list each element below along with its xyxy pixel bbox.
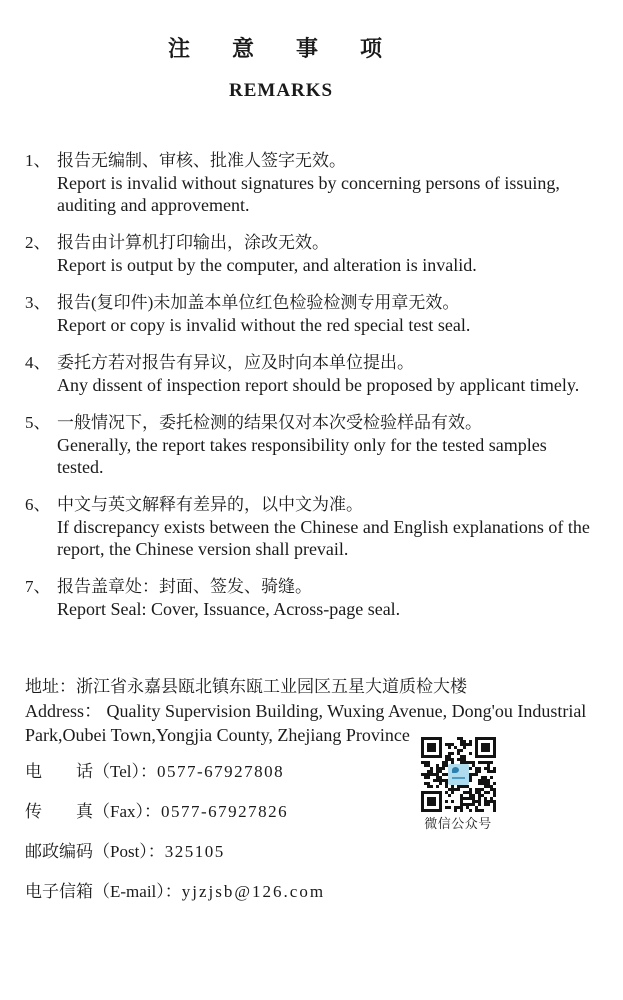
page-title-en: REMARKS [229, 80, 334, 101]
remark-item-3 [25, 292, 595, 336]
contact-tel [25, 762, 623, 782]
remark-zh: 报告(复印件)未加盖本单位红色检验检测专用章无效。 [57, 293, 460, 312]
remark-item-2 [25, 232, 595, 276]
remark-number: 7、 [25, 577, 51, 596]
remarks-list [25, 150, 595, 620]
address-en-line2: Park,Oubei Town,Yongjia County, Zhejiang Province [25, 725, 410, 745]
remark-en: Report Seal: Cover, Issuance, Across-page seal. [57, 599, 401, 619]
remark-en: Any dissent of inspection report should be proposed by applicant timely. [57, 375, 580, 395]
remark-en: Report is output by the computer, and alteration is invalid. [57, 255, 477, 275]
remark-item-4 [25, 352, 595, 396]
contact-email [25, 882, 623, 902]
remark-zh: 委托方若对报告有异议，应及时向本单位提出。 [57, 353, 414, 372]
post-label: 邮政编码（Post）： [25, 842, 165, 861]
remark-zh: 报告盖章处：封面、签发、骑缝。 [57, 577, 312, 596]
qr-finder-top-left [421, 737, 442, 758]
qr-finder-top-right [475, 737, 496, 758]
remark-en: If discrepancy exists between the Chinese and English explanations of the [57, 517, 590, 537]
email-value: yjzjsb@126.com [181, 882, 326, 901]
remark-number: 1、 [25, 151, 51, 170]
remark-item-6 [25, 494, 595, 560]
contact-list [25, 762, 623, 902]
remark-item-7 [25, 576, 595, 620]
wechat-qr-code-icon [421, 737, 496, 812]
remark-item-1 [25, 150, 595, 216]
contact-post [25, 842, 623, 862]
wechat-qr-block [412, 737, 504, 832]
remark-zh: 中文与英文解释有差异的，以中文为准。 [57, 495, 363, 514]
remark-number: 4、 [25, 353, 51, 372]
remark-en: Generally, the report takes responsibility only for the tested samples tested. [57, 435, 547, 477]
page-title-zh: 注意事项 [168, 36, 425, 61]
qr-finder-bottom-left [421, 791, 442, 812]
address-block [25, 675, 595, 747]
post-value: 325105 [164, 842, 225, 861]
remark-en: Report is invalid without signatures by concerning persons of issuing, [57, 173, 560, 193]
address-zh: 地址：浙江省永嘉县瓯北镇东瓯工业园区五星大道质检大楼 [25, 677, 467, 696]
remark-zh: 报告无编制、审核、批准人签字无效。 [57, 151, 346, 170]
remark-number: 6、 [25, 495, 51, 514]
remark-number: 2、 [25, 233, 51, 252]
email-label: 电子信箱（E-mail）： [25, 882, 182, 901]
remark-zh: 一般情况下，委托检测的结果仅对本次受检验样品有效。 [57, 413, 482, 432]
remark-en: auditing and approvement. [57, 195, 250, 215]
remark-number: 3、 [25, 293, 51, 312]
remark-en: Report or copy is invalid without the red special test seal. [57, 315, 471, 335]
address-en-line1: Address： Quality Supervision Building, Wuxing Avenue, Dong'ou Industrial [25, 701, 587, 721]
contact-fax [25, 802, 623, 822]
remark-en: report, the Chinese version shall prevail. [57, 539, 349, 559]
fax-label: 传 真（Fax）： [25, 802, 161, 821]
wechat-qr-caption: 微信公众号 [424, 816, 492, 831]
tel-label: 电 话（Tel）： [25, 762, 157, 781]
tel-value: 0577-67927808 [156, 762, 285, 781]
fax-value: 0577-67927826 [161, 802, 289, 821]
remark-number: 5、 [25, 413, 51, 432]
remark-zh: 报告由计算机打印输出，涂改无效。 [57, 233, 329, 252]
remark-item-5 [25, 412, 595, 478]
qr-center-logo [448, 764, 469, 785]
